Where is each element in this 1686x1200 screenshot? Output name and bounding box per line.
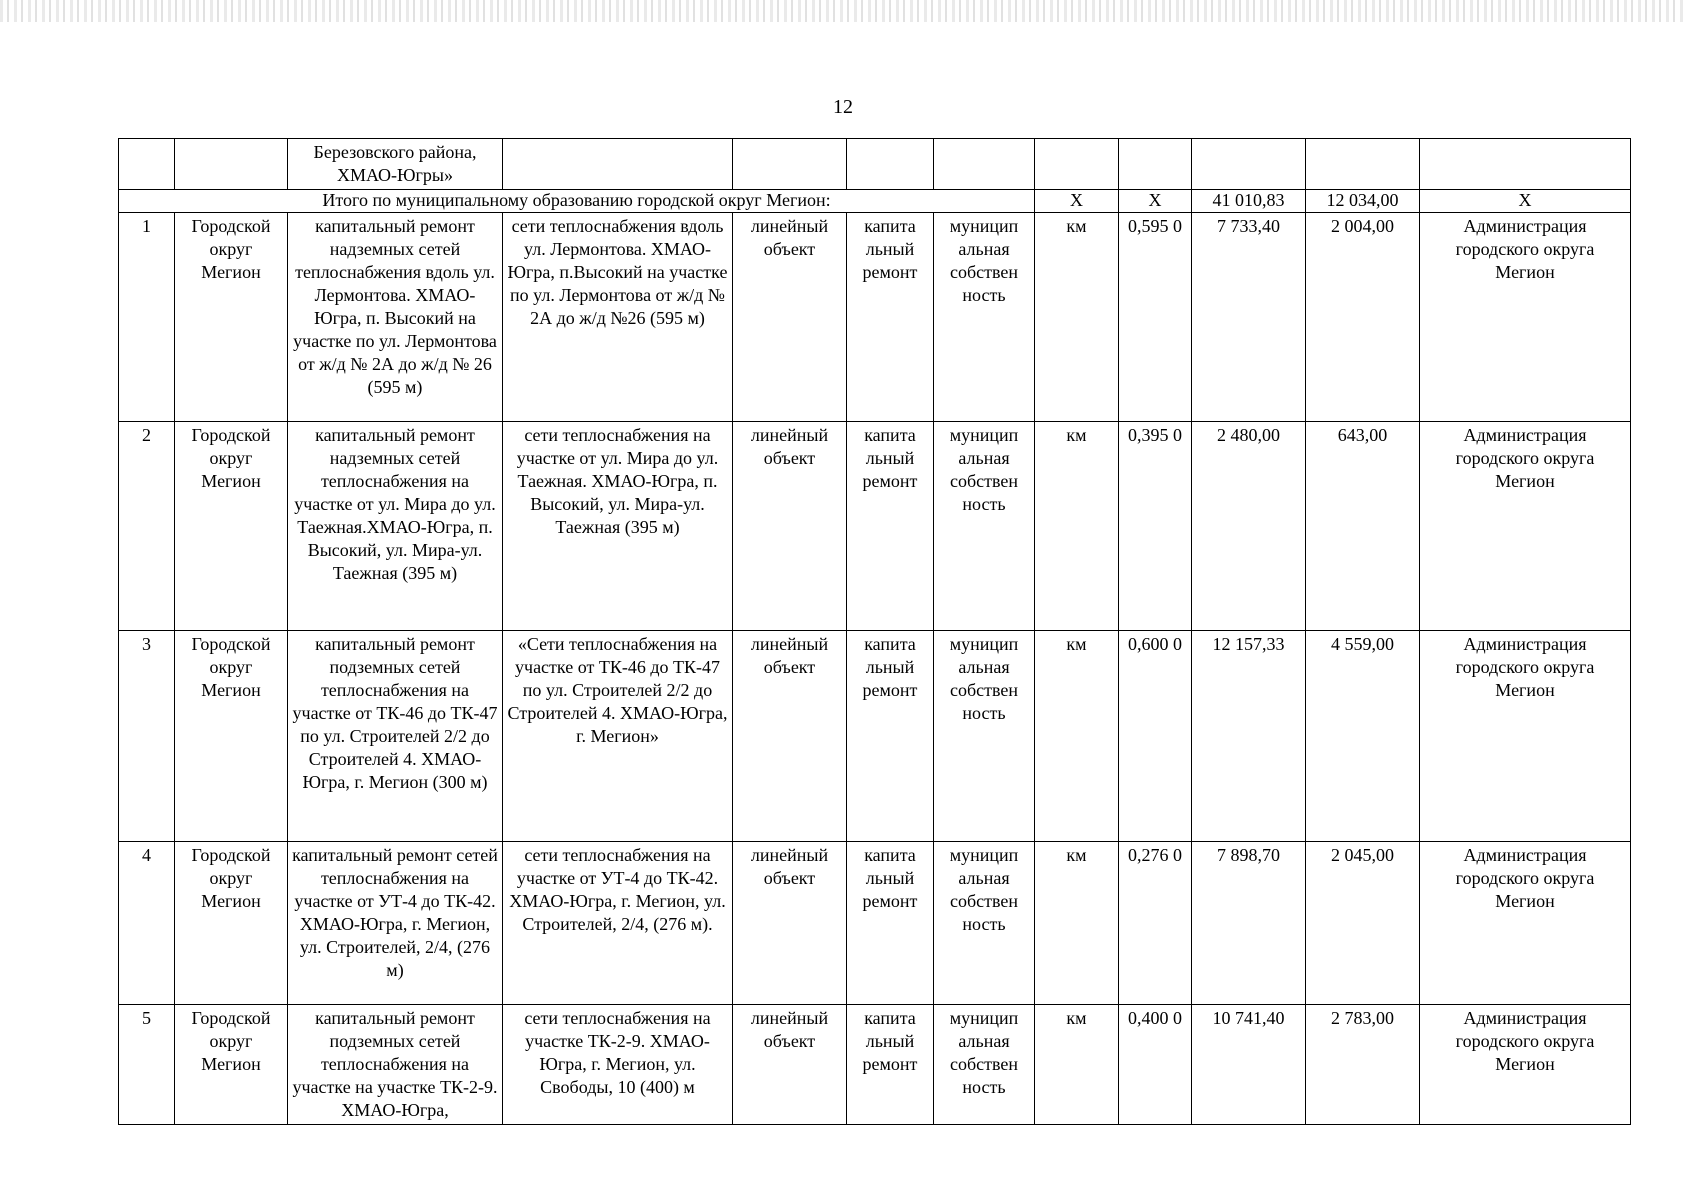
cell-allocated: 2 783,00 [1306,1005,1420,1125]
cell-ownership: муницип альная собствен ность [934,631,1035,842]
cell-municipality: Городской округ Мегион [175,422,288,631]
cell-cost: 12 157,33 [1192,631,1306,842]
cell-capacity: 0,600 0 [1119,631,1192,842]
cell-customer: Администрация городского округа Мегион [1420,631,1631,842]
cell-work-name: капитальный ремонт надземных сетей теплоснабжения на участке от ул. Мира до ул. Таежная.ХМАО-Югра, п. Высокий, ул. Мира-ул. Таежная (395 м) [288,422,503,631]
cell-municipality: Городской округ Мегион [175,213,288,422]
cell-municipality: Городской округ Мегион [175,1005,288,1125]
cell-num: 1 [119,213,175,422]
cell-cost: 7 733,40 [1192,213,1306,422]
cell-municipality: Городской округ Мегион [175,631,288,842]
cell-object-name: сети теплоснабжения на участке от УТ-4 до ТК-42. ХМАО-Югра, г. Мегион, ул. Строителей, 2/4, (276 м). [503,842,733,1005]
total-unit: Х [1035,190,1119,213]
cell-unit: км [1035,842,1119,1005]
total-label: Итого по муниципальному образованию городской округ Мегион: [119,190,1035,213]
table-row [119,422,1631,631]
cell-object-name: сети теплоснабжения вдоль ул. Лермонтова. ХМАО-Югра, п.Высокий на участке по ул. Лермонтова от ж/д № 2А до ж/д №26 (595 м) [503,213,733,422]
cell-empty [503,139,733,190]
cell-customer: Администрация городского округа Мегион [1420,1005,1631,1125]
cell-object-name: сети теплоснабжения на участке от ул. Мира до ул. Таежная. ХМАО-Югра, п. Высокий, ул. Мира-ул. Таежная (395 м) [503,422,733,631]
cell-work-type: капита льный ремонт [847,631,934,842]
cell-unit: км [1035,213,1119,422]
cell-object-type: линейный объект [733,842,847,1005]
program-table [118,138,1631,1125]
cell-allocated: 643,00 [1306,422,1420,631]
cell-customer: Администрация городского округа Мегион [1420,842,1631,1005]
cell-empty [733,139,847,190]
total-row [119,190,1631,213]
cell-cost: 10 741,40 [1192,1005,1306,1125]
cell-allocated: 4 559,00 [1306,631,1420,842]
cell-empty [934,139,1035,190]
cell-work-name: капитальный ремонт подземных сетей теплоснабжения на участке на участке ТК-2-9. ХМАО-Югра, [288,1005,503,1125]
cell-municipality: Городской округ Мегион [175,842,288,1005]
cell-work-name: капитальный ремонт сетей теплоснабжения на участке от УТ-4 до ТК-42. ХМАО-Югра, г. Мегион, ул. Строителей, 2/4, (276 м) [288,842,503,1005]
cell-ownership: муницип альная собствен ность [934,1005,1035,1125]
cell-allocated: 2 045,00 [1306,842,1420,1005]
cell-empty [1192,139,1306,190]
total-customer: Х [1420,190,1631,213]
cell-object-type: линейный объект [733,213,847,422]
cell-object-name: сети теплоснабжения на участке ТК-2-9. ХМАО-Югра, г. Мегион, ул. Свободы, 10 (400) м [503,1005,733,1125]
total-allocated: 12 034,00 [1306,190,1420,213]
cell-empty [847,139,934,190]
cell-unit: км [1035,422,1119,631]
cell-work-type: капита льный ремонт [847,1005,934,1125]
cell-empty [175,139,288,190]
cell-num: 5 [119,1005,175,1125]
cell-unit: км [1035,631,1119,842]
cell-ownership: муницип альная собствен ность [934,213,1035,422]
table-row [119,213,1631,422]
table-row [119,842,1631,1005]
scan-edge-noise [0,0,1686,22]
page-number: 12 [833,96,853,118]
cell-work-name: капитальный ремонт подземных сетей теплоснабжения на участке от ТК-46 до ТК-47 по ул. Строителей 2/2 до Строителей 4. ХМАО-Югра, г. Мегион (300 м) [288,631,503,842]
cell-object-type: линейный объект [733,422,847,631]
cell-num: 3 [119,631,175,842]
cell-empty [1420,139,1631,190]
cell-object-name: «Сети теплоснабжения на участке от ТК-46 до ТК-47 по ул. Строителей 2/2 до Строителей 4. ХМАО-Югра, г. Мегион» [503,631,733,842]
cell-object-type: линейный объект [733,631,847,842]
continuation-row [119,139,1631,190]
total-cost: 41 010,83 [1192,190,1306,213]
cell-work-type: капита льный ремонт [847,213,934,422]
cell-work-type: капита льный ремонт [847,842,934,1005]
cell-capacity: 0,276 0 [1119,842,1192,1005]
cell-customer: Администрация городского округа Мегион [1420,422,1631,631]
cell-unit: км [1035,1005,1119,1125]
cell-empty [1306,139,1420,190]
cell-cost: 2 480,00 [1192,422,1306,631]
cell-capacity: 0,595 0 [1119,213,1192,422]
cell-empty [1035,139,1119,190]
table-row [119,631,1631,842]
cell-object-continuation: Березовского района, ХМАО-Югры» [288,139,503,190]
cell-cost: 7 898,70 [1192,842,1306,1005]
cell-work-type: капита льный ремонт [847,422,934,631]
cell-object-type: линейный объект [733,1005,847,1125]
cell-ownership: муницип альная собствен ность [934,422,1035,631]
cell-allocated: 2 004,00 [1306,213,1420,422]
cell-work-name: капитальный ремонт надземных сетей теплоснабжения вдоль ул. Лермонтова. ХМАО-Югра, п. Высокий на участке по ул. Лермонтова от ж/д № 2А до ж/д № 26 (595 м) [288,213,503,422]
cell-empty [119,139,175,190]
cell-capacity: 0,395 0 [1119,422,1192,631]
cell-empty [1119,139,1192,190]
cell-customer: Администрация городского округа Мегион [1420,213,1631,422]
cell-num: 4 [119,842,175,1005]
cell-capacity: 0,400 0 [1119,1005,1192,1125]
cell-ownership: муницип альная собствен ность [934,842,1035,1005]
total-capacity: Х [1119,190,1192,213]
table-row [119,1005,1631,1125]
cell-num: 2 [119,422,175,631]
